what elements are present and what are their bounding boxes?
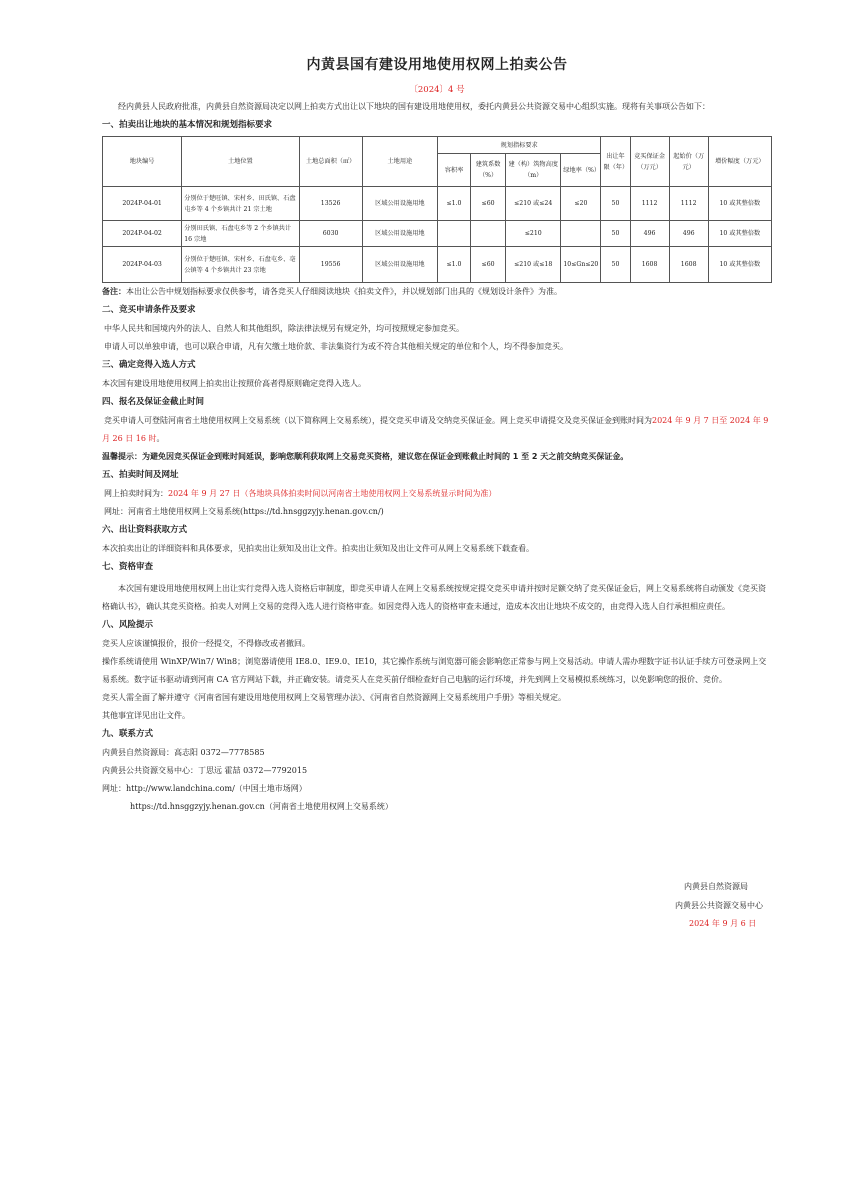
col-header-location: 土地位置 <box>182 137 299 187</box>
contact-line: 内黄县自然资源局：高志阳 0372—7778585 <box>102 748 265 757</box>
note-label: 备注： <box>102 287 126 296</box>
section-4-heading: 四、报名及保证金截止时间 <box>102 397 205 407</box>
cell-density: ≤60 <box>471 187 506 221</box>
cell-deposit: 1608 <box>630 247 669 283</box>
cell-term: 50 <box>601 247 630 283</box>
cell-height: ≤210 <box>506 221 561 247</box>
col-header-deposit: 竞买保证金（万元） <box>630 137 669 187</box>
cell-start-price: 1608 <box>669 247 708 283</box>
cell-increment: 10 或其整倍数 <box>708 247 771 283</box>
cell-green: 10≤Gn≤20 <box>561 247 601 283</box>
table-row <box>103 187 772 221</box>
cell-green: ≤20 <box>561 187 601 221</box>
document-number: 〔2024〕4 号 <box>409 85 465 95</box>
section-1-heading: 一、拍卖出让地块的基本情况和规划指标要求 <box>102 120 273 130</box>
cell-id: 2024P-04-01 <box>103 187 182 221</box>
cell-use: 区域公用设施用地 <box>362 221 437 247</box>
cell-area: 13526 <box>299 187 362 221</box>
col-header-use: 土地用途 <box>362 137 437 187</box>
section-4-paragraph <box>102 412 772 448</box>
cell-far <box>437 221 470 247</box>
cell-term: 50 <box>601 221 630 247</box>
announcement <box>102 54 772 816</box>
col-header-term: 出让年限（年） <box>601 137 630 187</box>
cell-height: ≤210 或≤24 <box>506 187 561 221</box>
auction-time <box>102 485 772 503</box>
table-note <box>102 283 772 301</box>
col-header-area: 土地总面积（㎡） <box>299 137 362 187</box>
cell-green <box>561 221 601 247</box>
section-6-heading: 六、出让资料获取方式 <box>102 525 188 535</box>
parcel-table <box>102 136 772 283</box>
cell-start-price: 1112 <box>669 187 708 221</box>
signature-org-1: 内黄县自然资源局 <box>684 882 748 891</box>
contact-line: 内黄县公共资源交易中心：丁思远 霍喆 0372—7792015 <box>102 766 308 775</box>
section-8-paragraph: 操作系统请使用 WinXP/Win7/ Win8；浏览器请使用 IE8.0、IE9.0、IE10，其它操作系统与浏览器可能会影响您正常参与网上交易活动。申请人需办理数字证书认证手续方可登录网上交易系统。数字证书驱动请到河南 CA 官方网站下载，并正确安装。请竞买人在竞买前仔细检查好自己电脑的运行环境，并先到网上交易模拟系统练习，以免影响您的报价、竞价。 <box>102 657 767 684</box>
cell-increment: 10 或其整倍数 <box>708 187 771 221</box>
section-6-paragraph: 本次拍卖出让的详细资料和具体要求，见拍卖出让须知及出让文件。拍卖出让须知及出让文件可从网上交易系统下载查看。 <box>102 544 534 553</box>
section-7-heading: 七、资格审查 <box>102 562 154 572</box>
section-2-paragraph: 中华人民共和国境内外的法人、自然人和其他组织，除法律法规另有规定外，均可按照规定参加竞买。 <box>104 324 464 333</box>
cell-far: ≤1.0 <box>437 247 470 283</box>
registration-end: 。 <box>156 434 165 443</box>
col-header-density: 建筑系数（%） <box>471 154 506 187</box>
cell-term: 50 <box>601 187 630 221</box>
signature-org-2: 内黄县公共资源交易中心 <box>675 901 763 910</box>
cell-id: 2024P-04-02 <box>103 221 182 247</box>
cell-start-price: 496 <box>669 221 708 247</box>
section-7-paragraph: 本次国有建设用地使用权网上出让实行竞得入选人资格后审制度，即竞买申请人在网上交易系统按规定提交竞买申请并按时足额交纳了竞买保证金后，网上交易系统将自动颁发《竞买资格确认书》，确认其竞买资格。拍卖人对网上交易的竞得入选人进行资格审查。如因竞得入选人的资格审查未通过，造成本次出让地块不成交的，由竞得入选人自行承担相应责任。 <box>102 584 766 611</box>
cell-density: ≤60 <box>471 247 506 283</box>
registration-period: 2024 年 9 月 7 日至 2024 年 9 月 26 日 16 时 <box>102 416 769 443</box>
cell-use: 区域公用设施用地 <box>362 187 437 221</box>
table-row <box>103 247 772 283</box>
cell-area: 19556 <box>299 247 362 283</box>
warm-tip: 温馨提示：为避免因竞买保证金到账时间延误，影响您顺利获取网上交易竞买资格，建议您在保证金到账截止时间的 1 至 2 天之前交纳竞买保证金。 <box>102 452 629 461</box>
cell-id: 2024P-04-03 <box>103 247 182 283</box>
col-header-increment: 增价幅度（万元） <box>708 137 771 187</box>
auction-url: 网址：河南省土地使用权网上交易系统(https://td.hnsggzyjy.henan.gov.cn/) <box>104 507 384 516</box>
cell-use: 区域公用设施用地 <box>362 247 437 283</box>
table-row <box>103 221 772 247</box>
col-header-far: 容积率 <box>437 154 470 187</box>
section-8-paragraph: 其他事宜详见出让文件。 <box>102 711 190 720</box>
auction-time-value: 2024 年 9 月 27 日（各地块具体拍卖时间以河南省土地使用权网上交易系统显示时间为准） <box>168 489 497 498</box>
col-header-planning: 规划指标要求 <box>437 137 601 154</box>
section-8-paragraph: 竞买人需全面了解并遵守《河南省国有建设用地使用权网上交易管理办法》、《河南省自然资源网上交易系统用户手册》等相关规定。 <box>102 693 566 702</box>
section-3-heading: 三、确定竞得入选人方式 <box>102 360 196 370</box>
col-header-start-price: 起始价（万元） <box>669 137 708 187</box>
section-8-paragraph: 竞买人应该谨慎报价，报价一经提交，不得修改或者撤回。 <box>102 639 310 648</box>
col-header-id: 地块编号 <box>103 137 182 187</box>
cell-location: 分别田氏镇、石盘屯乡等 2 个乡镇共计 16 宗地 <box>182 221 299 247</box>
contact-line: 网址：http://www.landchina.com/（中国土地市场网） <box>102 784 307 793</box>
col-header-height: 建（构）筑物高度（m） <box>506 154 561 187</box>
cell-deposit: 496 <box>630 221 669 247</box>
section-2-heading: 二、竞买申请条件及要求 <box>102 305 196 315</box>
col-header-green: 绿地率（%） <box>561 154 601 187</box>
section-9-heading: 九、联系方式 <box>102 729 154 739</box>
section-5-heading: 五、拍卖时间及网址 <box>102 470 179 480</box>
section-3-paragraph: 本次国有建设用地使用权网上拍卖出让按照价高者得原则确定竞得入选人。 <box>102 379 366 388</box>
section-2-paragraph: 申请人可以单独申请，也可以联合申请，凡有欠缴土地价款、非法集资行为或不符合其他相关规定的单位和个人，均不得参加竞买。 <box>104 342 568 351</box>
intro-paragraph: 经内黄县人民政府批准，内黄县自然资源局决定以网上拍卖方式出让以下地块的国有建设用地使用权，委托内黄县公共资源交易中心组织实施。现将有关事项公告如下： <box>118 102 710 111</box>
cell-location: 分别位于楚旺镇、宋村乡、田氏镇、石盘屯乡等 4 个乡镇共计 21 宗土地 <box>182 187 299 221</box>
auction-time-label: 网上拍卖时间为： <box>104 489 168 498</box>
section-8-heading: 八、风险提示 <box>102 620 154 630</box>
registration-text: 竞买申请人可登陆河南省土地使用权网上交易系统（以下简称网上交易系统），提交竞买申请及交纳竞买保证金。网上竞买申请提交及竞买保证金到账时间为 <box>104 416 652 425</box>
cell-far: ≤1.0 <box>437 187 470 221</box>
signature-date: 2024 年 9 月 6 日 <box>689 919 757 928</box>
cell-density <box>471 221 506 247</box>
cell-location: 分别位于楚旺镇、宋村乡、石盘屯乡、亳公镇等 4 个乡镇共计 23 宗地 <box>182 247 299 283</box>
cell-increment: 10 或其整倍数 <box>708 221 771 247</box>
cell-area: 6030 <box>299 221 362 247</box>
contact-line: https://td.hnsggzyjy.henan.gov.cn（河南省土地使用权网上交易系统） <box>130 802 393 811</box>
cell-height: ≤210 或≤18 <box>506 247 561 283</box>
cell-deposit: 1112 <box>630 187 669 221</box>
note-text: 本出让公告中规划指标要求仅供参考，请各竞买人仔细阅读地块《拍卖文件》，并以规划部门出具的《规划设计条件》为准。 <box>126 287 562 296</box>
page-title: 内黄县国有建设用地使用权网上拍卖公告 <box>306 57 568 73</box>
